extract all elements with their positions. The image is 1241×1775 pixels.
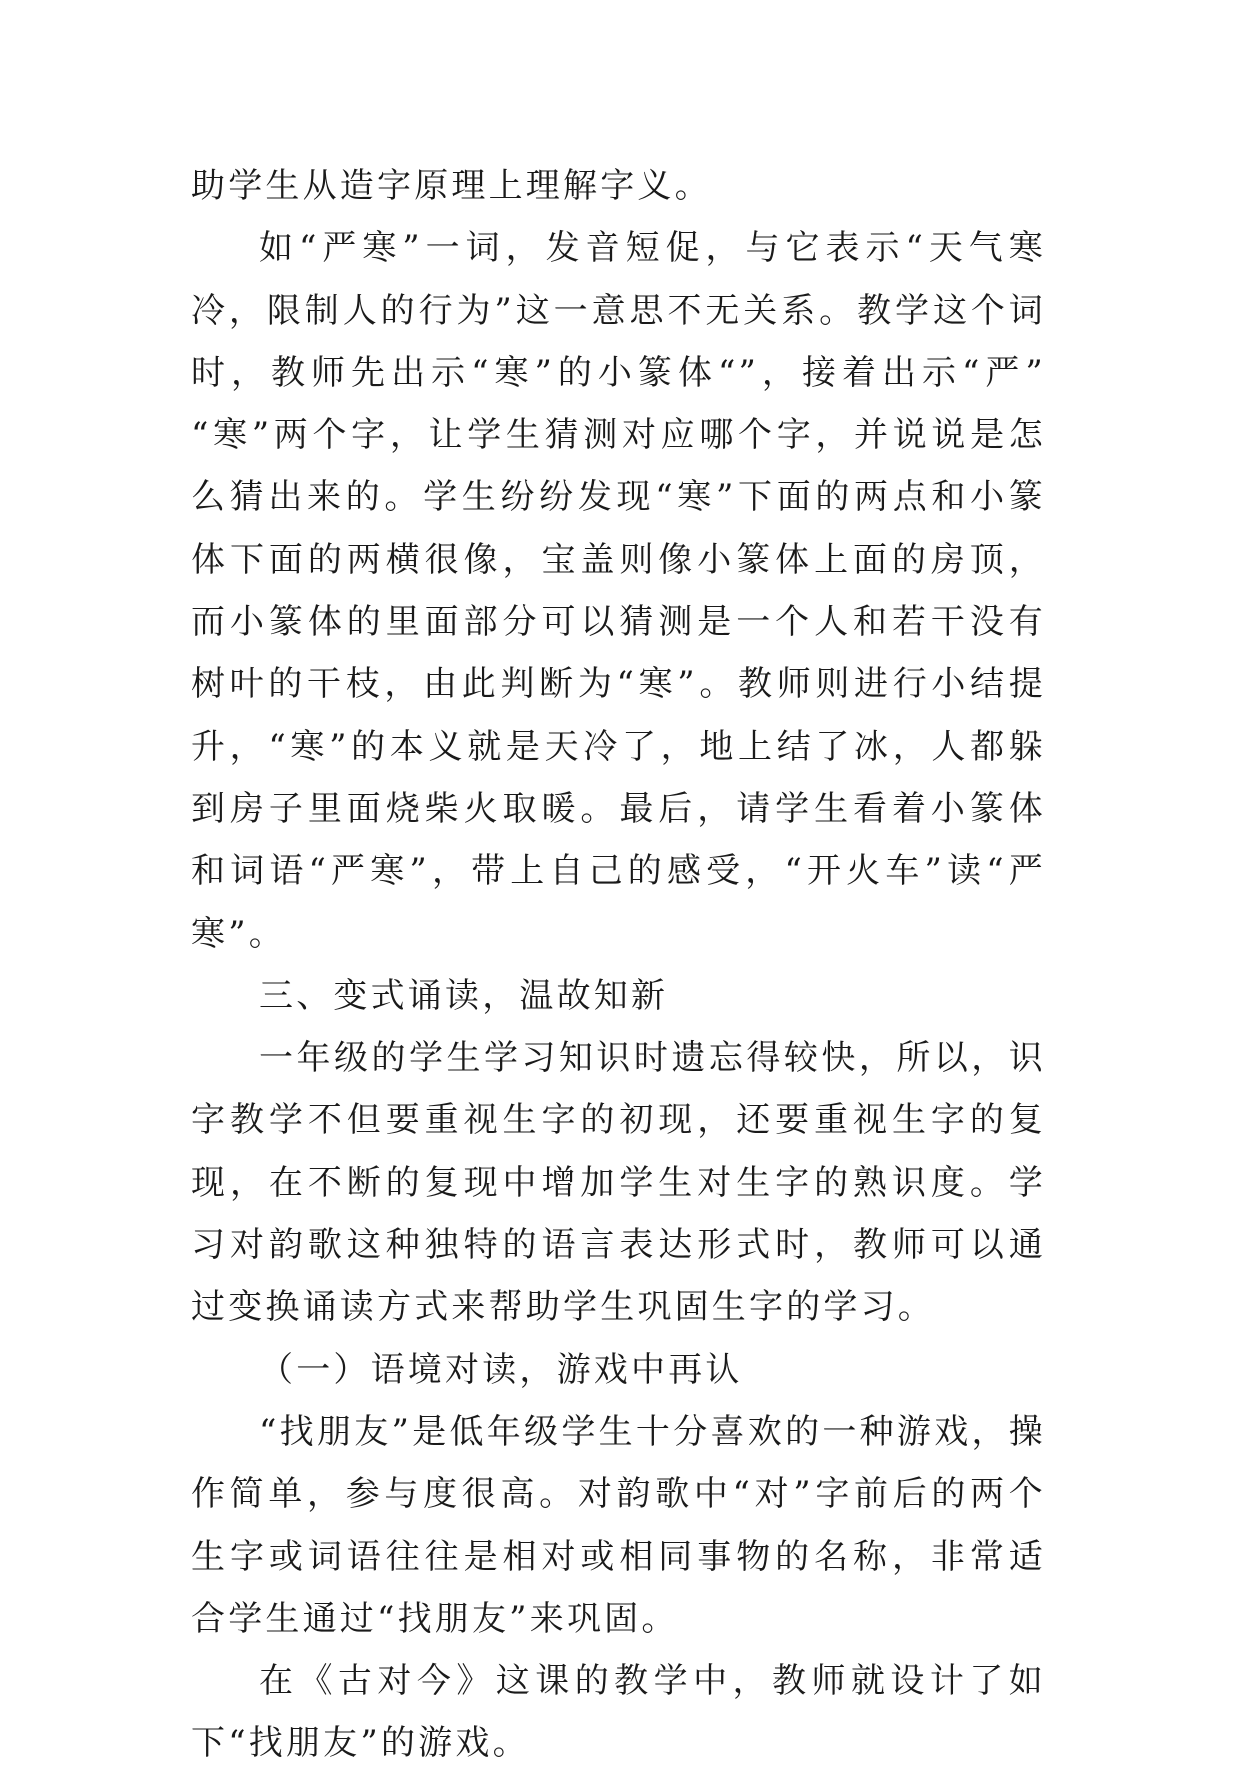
paragraph-yanhan-example: 如“严寒”一词，发音短促，与它表示“天气寒冷，限制人的行为”这一意思不无关系。教学这个词时，教师先出示“寒”的小篆体“”，接着出示“严” “寒”两个字，让学生猜测对应哪个字，并说说是怎么猜出来的。学生纷纷发现“寒”下面的两点和小篆体下面的两横很像，宝盖则像小篆体上面的房顶，而小篆体的里面部分可以猜测是一个人和若干没有树叶的干枝，由此判断为“寒”。教师则进行小结提升，“寒”的本义就是天冷了，地上结了冰，人都躲到房子里面烧柴火取暖。最后，请学生看着小篆体和词语“严寒”，带上自己的感受，“开火车”读“严寒”。: [191, 228, 1046, 954]
section-heading-3: 三、变式诵读，温故知新: [259, 975, 669, 1016]
paragraph-gu-dui-jin: 在《古对今》这课的教学中，教师就设计了如下“找朋友”的游戏。: [191, 1661, 1046, 1764]
paragraph-review-intro: 一年级的学生学习知识时遗忘得较快，所以，识字教学不但要重视生字的初现，还要重视生字的复现，在不断的复现中增加学生对生字的熟识度。学习对韵歌这种独特的语言表达形式时，教师可以通过变换诵读方式来帮助学生巩固生字的学习。: [191, 1038, 1046, 1328]
document-body: [191, 155, 1046, 1775]
paragraph-continuation: 助学生从造字原理上理解字义。: [191, 166, 712, 206]
paragraph-find-friends: “找朋友”是低年级学生十分喜欢的一种游戏，操作简单，参与度很高。对韵歌中“对”字前后的两个生字或词语往往是相对或相同事物的名称，非常适合学生通过“找朋友”来巩固。: [191, 1411, 1046, 1639]
subsection-heading-1: （一）语境对读，游戏中再认: [259, 1349, 743, 1390]
